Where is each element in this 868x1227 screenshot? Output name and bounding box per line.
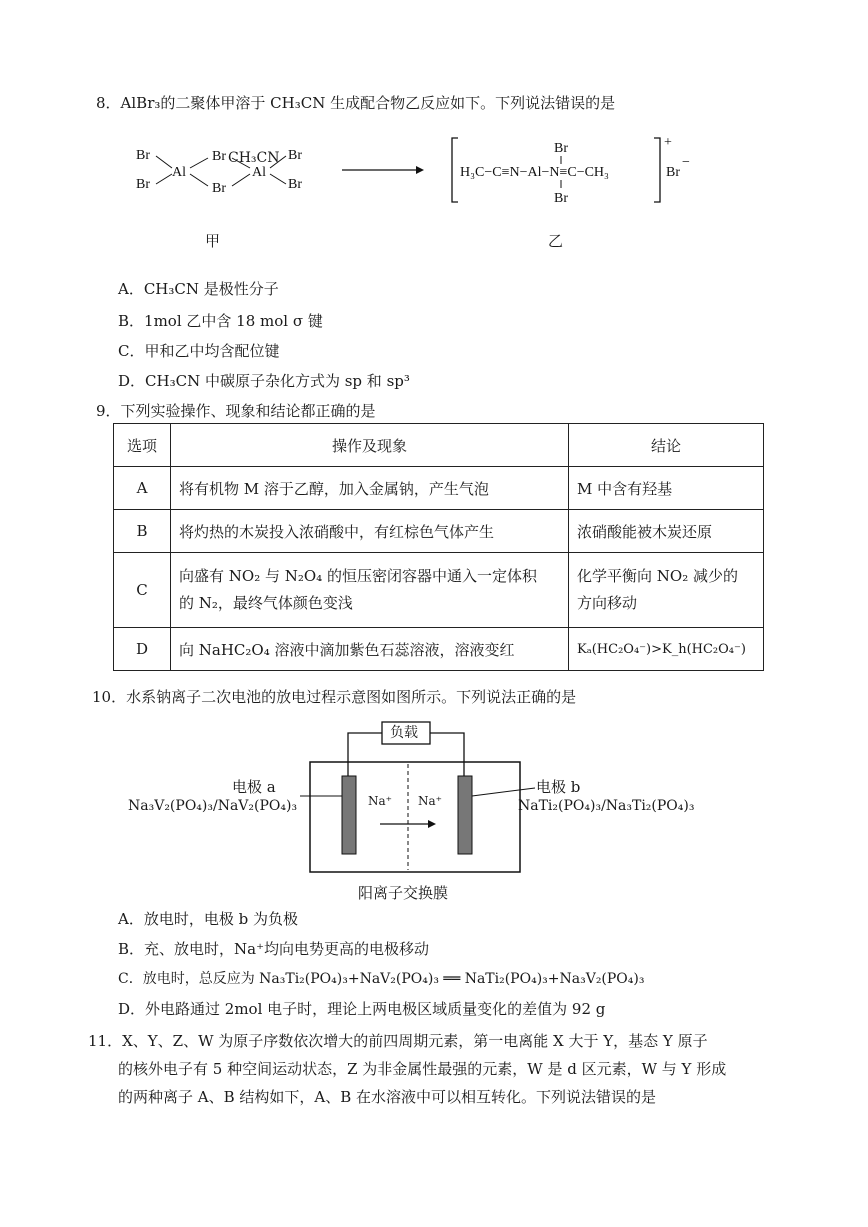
svg-text:+: + <box>664 135 672 150</box>
row-conclusion: 浓硝酸能被木炭还原 <box>569 510 764 553</box>
q9-table <box>113 423 764 671</box>
q8-option-b: B．1mol 乙中含 18 mol σ 键 <box>118 312 323 330</box>
svg-text:Br: Br <box>554 141 568 156</box>
row-option: D <box>114 628 171 671</box>
load-label: 负载 <box>390 725 418 741</box>
svg-text:Al: Al <box>252 165 266 180</box>
row-operation-line: 的 N₂，最终气体颜色变浅 <box>179 594 353 612</box>
membrane-label: 阳离子交换膜 <box>358 884 449 902</box>
table-row <box>114 510 764 553</box>
q8-option-a: A．CH₃CN 是极性分子 <box>118 280 279 298</box>
row-operation: 将灼热的木炭投入浓硝酸中，有红棕色气体产生 <box>171 510 569 553</box>
svg-text:Br: Br <box>136 148 150 163</box>
header-operation: 操作及现象 <box>171 424 569 467</box>
svg-text:Br: Br <box>554 191 568 206</box>
row-option: C <box>114 553 171 628</box>
header-conclusion: 结论 <box>569 424 764 467</box>
svg-text:Br: Br <box>212 149 226 164</box>
svg-text:H₃C−C≡N−Al−N≡C−CH₃: H₃C−C≡N−Al−N≡C−CH₃ <box>460 165 609 180</box>
row-operation: 将有机物 M 溶于乙醇，加入金属钠，产生气泡 <box>171 467 569 510</box>
row-conclusion-line: 化学平衡向 NO₂ 减少的 <box>577 567 738 585</box>
q9-stem: 9．下列实验操作、现象和结论都正确的是 <box>96 402 376 420</box>
q8-option-d: D．CH₃CN 中碳原子杂化方式为 sp 和 sp³ <box>118 372 410 390</box>
row-option: B <box>114 510 171 553</box>
q10-option-d: D．外电路通过 2mol 电子时，理论上两电极区域质量变化的差值为 92 g <box>118 1000 606 1018</box>
q10-option-a: A．放电时，电极 b 为负极 <box>118 910 298 928</box>
svg-text:Br: Br <box>136 177 150 192</box>
q8-stem: 8．AlBr₃的二聚体甲溶于 CH₃CN 生成配合物乙反应如下。下列说法错误的是 <box>96 94 616 112</box>
row-operation-line: 向盛有 NO₂ 与 N₂O₄ 的恒压密闭容器中通入一定体积 <box>179 567 537 585</box>
electrode-b-label: 电极 b <box>536 778 581 796</box>
q8-label-jia: 甲 <box>205 232 221 250</box>
q10-option-c: C．放电时，总反应为 Na₃Ti₂(PO₄)₃+NaV₂(PO₄)₃ ══ NaTi₂(PO₄)₃+Na₃V₂(PO₄)₃ <box>118 971 645 987</box>
q11-line-3: 的两种离子 A、B 结构如下，A、B 在水溶液中可以相互转化。下列说法错误的是 <box>118 1088 657 1106</box>
q10-stem: 10．水系钠离子二次电池的放电过程示意图如图所示。下列说法正确的是 <box>92 688 577 706</box>
ion-left-label: Na⁺ <box>368 794 392 808</box>
ion-right-label: Na⁺ <box>418 794 442 808</box>
table-row <box>114 628 764 671</box>
electrode-a-material: Na₃V₂(PO₄)₃/NaV₂(PO₄)₃ <box>128 798 298 814</box>
table-row <box>114 553 764 628</box>
header-option: 选项 <box>114 424 171 467</box>
q8-option-c: C．甲和乙中均含配位键 <box>118 342 280 360</box>
row-conclusion: M 中含有羟基 <box>569 467 764 510</box>
q8-label-yi: 乙 <box>548 232 564 250</box>
svg-text:Br: Br <box>666 165 680 180</box>
row-conclusion: Kₐ(HC₂O₄⁻)>K_h(HC₂O₄⁻) <box>569 628 764 671</box>
q8-reagent: CH₃CN <box>228 150 280 166</box>
electrode-a-label: 电极 a <box>232 778 276 796</box>
q10-option-b: B．充、放电时，Na⁺均向电势更高的电极移动 <box>118 940 430 958</box>
svg-text:Br: Br <box>288 177 302 192</box>
table-row <box>114 467 764 510</box>
row-conclusion <box>569 553 764 628</box>
row-operation <box>171 553 569 628</box>
electrode-b-material: NaTi₂(PO₄)₃/Na₃Ti₂(PO₄)₃ <box>518 798 695 814</box>
row-option: A <box>114 467 171 510</box>
svg-text:Al: Al <box>172 165 186 180</box>
q11-line-1: 11．X、Y、Z、W 为原子序数依次增大的前四周期元素，第一电离能 X 大于 Y，基态 Y 原子 <box>88 1032 708 1050</box>
svg-text:−: − <box>682 155 690 170</box>
row-conclusion-line: 方向移动 <box>577 594 638 612</box>
svg-text:Br: Br <box>212 181 226 196</box>
q11-line-2: 的核外电子有 5 种空间运动状态，Z 为非金属性最强的元素，W 是 d 区元素，W 与 Y 形成 <box>118 1060 727 1078</box>
row-operation: 向 NaHC₂O₄ 溶液中滴加紫色石蕊溶液，溶液变红 <box>171 628 569 671</box>
svg-text:Br: Br <box>288 148 302 163</box>
table-header-row <box>114 424 764 467</box>
